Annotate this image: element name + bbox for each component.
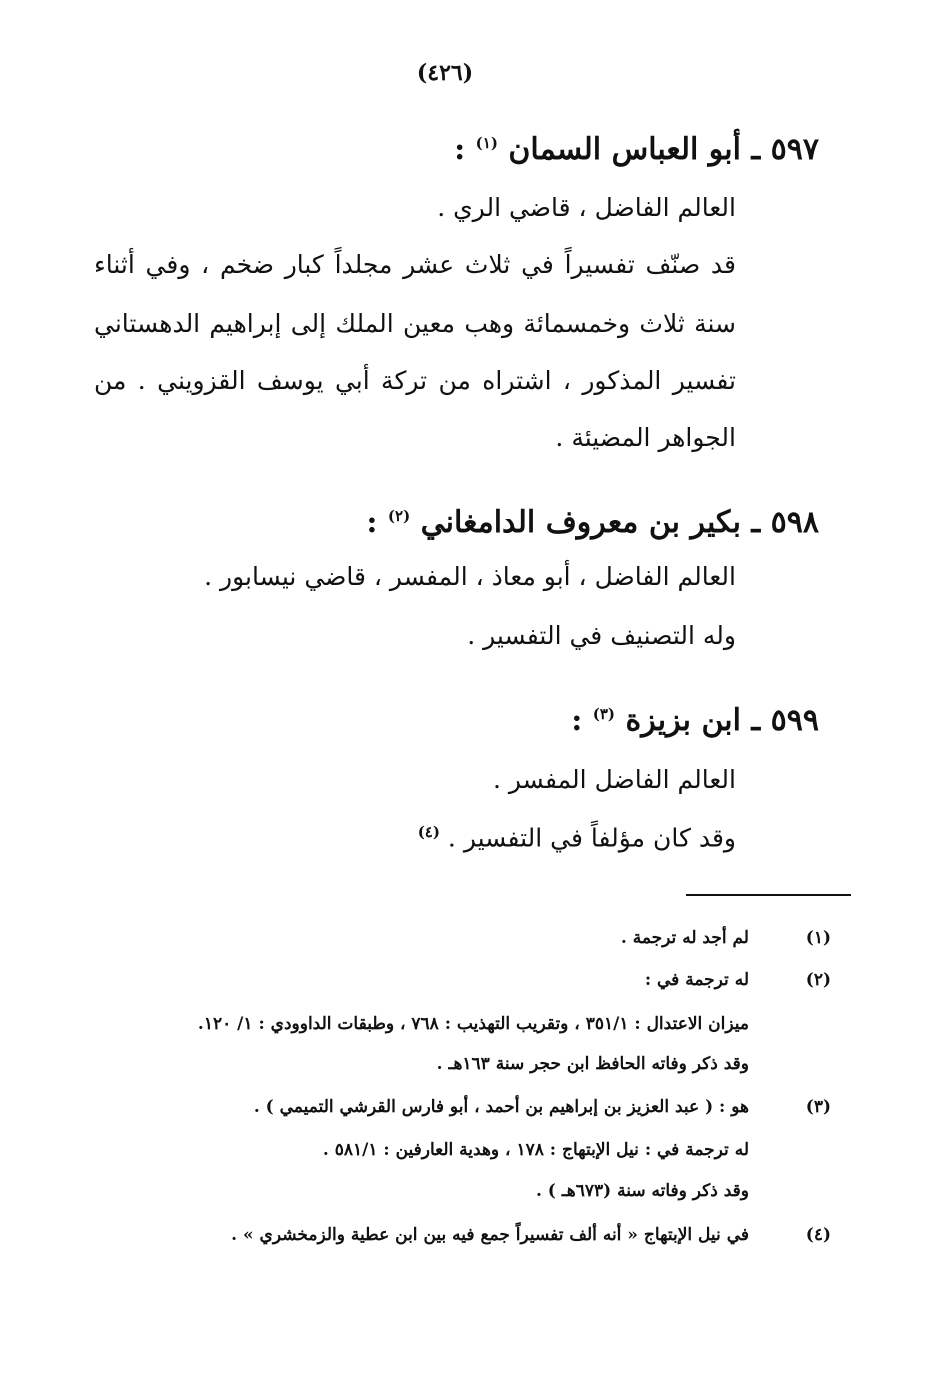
entry-line: وقد كان مؤلفاً في التفسير . $^{(٤)}$: [417, 823, 736, 853]
footnote-number: (٢): [805, 970, 831, 990]
page-number: (٤٢٦): [416, 60, 474, 86]
footnote-separator: [686, 894, 851, 896]
entry-line: العالم الفاضل ، قاضي الري .: [437, 193, 736, 222]
entry-title: ٥٩٧ ـ أبو العباس السمان: [508, 132, 819, 167]
footnote-text: وقد ذكر وفاته الحافظ ابن حجر سنة ١٦٣هـ .: [436, 1054, 749, 1074]
colon: :: [366, 505, 378, 540]
footnote-text: لم أجد له ترجمة .: [620, 928, 749, 948]
entry-line: قد صنّف تفسيراً في ثلاث عشر مجلداً كبار ضخم ، وفي أثناء: [94, 250, 736, 279]
footnote-text: ميزان الاعتدال : ٣٥١/١ ، وتقريب التهذيب : ٧٦٨ ، وطبقات الداوودي : ١/ ١٢٠.: [197, 1014, 749, 1034]
entry-line: العالم الفاضل المفسر .: [492, 765, 736, 794]
footnote-ref-2: (٢): [387, 507, 411, 525]
footnote-text: وقد ذكر وفاته سنة (٦٧٣هـ ) .: [535, 1181, 749, 1201]
entry-line: سنة ثلاث وخمسمائة وهب معين الملك إلى إبراهيم الدهستاني: [94, 309, 736, 338]
footnote-number: (٣): [805, 1097, 831, 1117]
colon: :: [571, 703, 583, 738]
entry-line: وله التصنيف في التفسير .: [467, 621, 736, 650]
entry-line: الجواهر المضيئة .: [555, 423, 736, 452]
entry-line: تفسير المذكور ، اشتراه من تركة أبي يوسف القزويني . من: [94, 366, 736, 395]
entry-heading-597: [454, 132, 819, 167]
colon: :: [454, 132, 466, 167]
footnote-number: (١): [805, 928, 831, 948]
footnote-ref-4: (٤): [417, 823, 440, 841]
footnote-text: له ترجمة في : نيل الإبتهاج : ١٧٨ ، وهدية العارفين : ٥٨١/١ .: [322, 1140, 749, 1160]
entry-line: العالم الفاضل ، أبو معاذ ، المفسر ، قاضي نيسابور .: [204, 562, 736, 591]
entry-heading-599: [571, 703, 819, 738]
footnote-text: في نيل الإبتهاج « أنه ألف تفسيراً جمع فيه بين ابن عطية والزمخشري » .: [231, 1225, 749, 1245]
entry-title: ٥٩٩ ـ ابن بزيزة: [625, 703, 819, 738]
footnote-number: (٤): [805, 1225, 831, 1245]
footnote-ref-1: (١): [475, 134, 498, 152]
footnote-text: له ترجمة في :: [644, 970, 749, 990]
footnote-text: هو : ( عبد العزيز بن إبراهيم بن أحمد ، أبو فارس القرشي التميمي ) .: [253, 1097, 749, 1117]
footnote-ref-3: (٣): [592, 705, 616, 723]
entry-heading-598: [366, 505, 819, 540]
entry-title: ٥٩٨ ـ بكير بن معروف الدامغاني: [420, 505, 819, 540]
